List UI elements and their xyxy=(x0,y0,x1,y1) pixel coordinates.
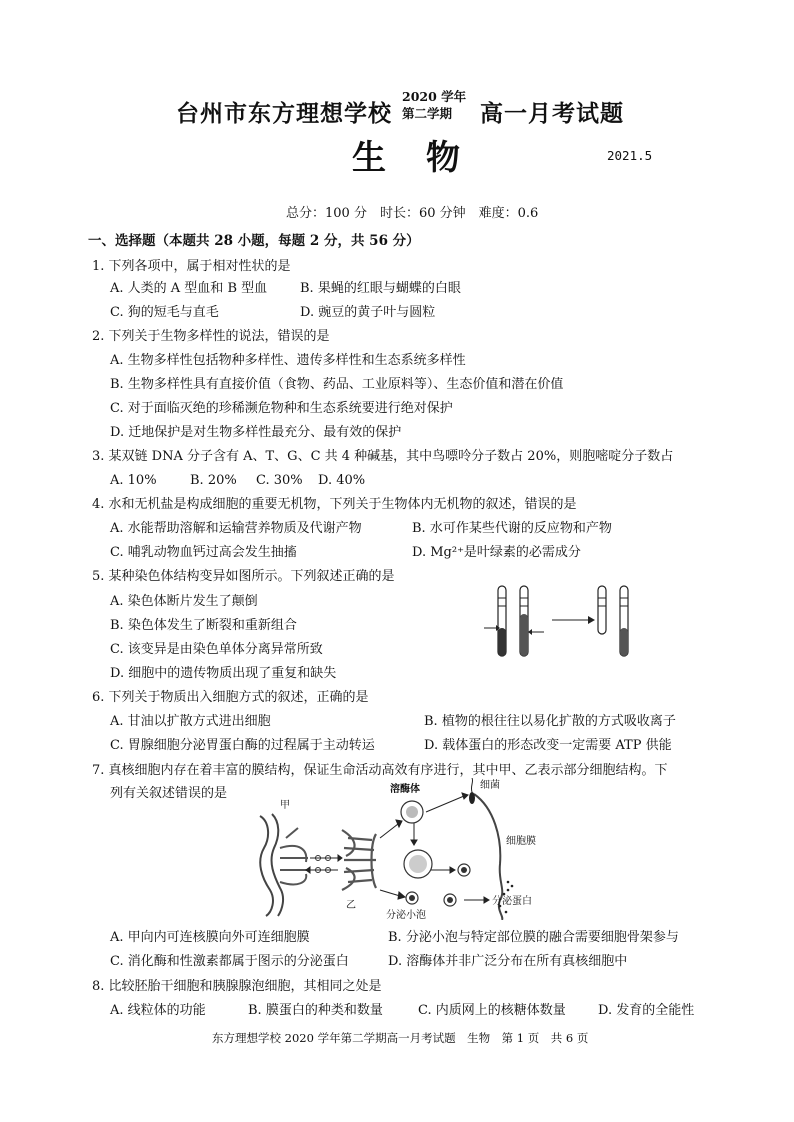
option-c: C. 消化酶和性激素都属于图示的分泌蛋白 xyxy=(110,954,349,969)
er-channels xyxy=(280,828,310,884)
option-d: D. 豌豆的黄子叶与圆粒 xyxy=(300,305,436,320)
option-a: A. 人类的 A 型血和 B 型血 xyxy=(110,281,268,296)
option-a: A. 甘油以扩散方式进出细胞 xyxy=(110,714,271,729)
term-year: 2020 学年 xyxy=(402,89,467,104)
label-secreted-protein: 分泌蛋白 xyxy=(492,896,532,907)
label-lysosome: 溶酶体 xyxy=(390,784,420,795)
question-stem: 6. 下列关于物质出入细胞方式的叙述，正确的是 xyxy=(92,690,369,705)
chromosome-left-2 xyxy=(520,586,528,656)
option-c: C. 狗的短毛与直毛 xyxy=(110,305,219,320)
label-cell-membrane: 细胞膜 xyxy=(506,836,536,847)
question-stem: 2. 下列关于生物多样性的说法，错误的是 xyxy=(92,329,330,344)
option-a: A. 生物多样性包括物种多样性、遗传多样性和生态系统多样性 xyxy=(110,353,466,368)
transform-arrow xyxy=(552,616,595,624)
option-b: B. 分泌小泡与特定部位膜的融合需要细胞骨架参与 xyxy=(388,930,679,945)
option-b: B. 植物的根往往以易化扩散的方式吸收离子 xyxy=(424,714,676,729)
question-stem: 1. 下列各项中，属于相对性状的是 xyxy=(92,259,291,274)
option-d: D. 载体蛋白的形态改变一定需要 ATP 供能 xyxy=(424,738,672,753)
option-b: B. 膜蛋白的种类和数量 xyxy=(248,1003,383,1018)
exam-date: 2021.5 xyxy=(607,148,653,163)
option-b: B. 染色体发生了断裂和重新组合 xyxy=(110,618,297,633)
option-d: D. 溶酶体并非广泛分布在所有真核细胞中 xyxy=(388,954,628,969)
option-b: B. 水可作某些代谢的反应物和产物 xyxy=(412,521,612,536)
option-a: A. 甲向内可连核膜向外可连细胞膜 xyxy=(110,930,310,945)
label-yi: 乙 xyxy=(346,900,356,911)
question-stem-continued: 列有关叙述错误的是 xyxy=(110,786,228,801)
question-stem: 8. 比较胚胎干细胞和胰腺腺泡细胞，其相同之处是 xyxy=(92,979,382,994)
option-c: C. 胃腺细胞分泌胃蛋白酶的过程属于主动转运 xyxy=(110,738,375,753)
option-d: D. 细胞中的遗传物质出现了重复和缺失 xyxy=(110,666,337,681)
option-a: A. 线粒体的功能 xyxy=(110,1003,206,1018)
option-d: D. 40% xyxy=(318,473,366,488)
arrows xyxy=(306,793,489,903)
section-title: 一、选择题（本题共 28 小题，每题 2 分，共 56 分） xyxy=(88,233,420,249)
nuclear-envelope xyxy=(260,814,283,916)
option-a: A. 水能帮助溶解和运输营养物质及代谢产物 xyxy=(110,521,362,536)
option-c: C. 对于面临灭绝的珍稀濒危物种和生态系统要进行绝对保护 xyxy=(110,401,453,416)
option-c: C. 内质网上的核糖体数量 xyxy=(418,1003,566,1018)
term-semester: 第二学期 xyxy=(402,106,453,121)
school-name: 台州市东方理想学校 xyxy=(176,100,392,127)
exam-info: 总分：100 分 时长：60 分钟 难度：0.6 xyxy=(286,206,539,221)
option-b: B. 20% xyxy=(190,473,237,488)
option-b: B. 生物多样性具有直接价值（食物、药品、工业原料等）、生态价值和潜在价值 xyxy=(110,377,564,392)
option-c: C. 哺乳动物血钙过高会发生抽搐 xyxy=(110,545,297,560)
chromosome-right-1 xyxy=(598,586,606,634)
question-stem: 3. 某双链 DNA 分子含有 A、T、G、C 共 4 种碱基，其中鸟嘌呤分子数占 20%，则胞嘧啶分子数占 xyxy=(92,449,674,464)
option-b: B. 果蝇的红眼与蝴蝶的白眼 xyxy=(300,281,461,296)
page-footer: 东方理想学校 2020 学年第二学期高一月考试题 生物 第 1 页 共 6 页 xyxy=(212,1031,589,1045)
chromosome-left-1 xyxy=(498,586,506,656)
option-a: A. 10% xyxy=(110,473,157,488)
option-d: D. 迁地保护是对生物多样性最充分、最有效的保护 xyxy=(110,425,402,440)
question-stem: 5. 某种染色体结构变异如图所示。下列叙述正确的是 xyxy=(92,569,395,584)
break-arrow-right xyxy=(528,629,544,635)
chromosome-right-2 xyxy=(620,586,628,656)
option-c: C. 该变异是由染色单体分离异常所致 xyxy=(110,642,323,657)
exam-title: 高一月考试题 xyxy=(480,100,624,127)
label-jia: 甲 xyxy=(280,800,290,811)
option-d: D. Mg²⁺是叶绿素的必需成分 xyxy=(412,545,581,560)
option-a: A. 染色体断片发生了颠倒 xyxy=(110,594,258,609)
chromosome-figure xyxy=(478,584,648,660)
question-stem: 7. 真核细胞内存在着丰富的膜结构，保证生命活动高效有序进行，其中甲、乙表示部分细胞结构。下 xyxy=(92,763,668,778)
cell-structure-figure xyxy=(250,778,550,920)
option-d: D. 发育的全能性 xyxy=(598,1003,695,1018)
golgi-apparatus xyxy=(342,830,376,890)
option-c: C. 30% xyxy=(256,473,303,488)
subject-title: 生物 xyxy=(352,138,500,178)
label-bacteria: 细菌 xyxy=(480,780,500,791)
question-stem: 4. 水和无机盐是构成细胞的重要无机物，下列关于生物体内无机物的叙述，错误的是 xyxy=(92,497,577,512)
label-secretory-vesicle: 分泌小泡 xyxy=(386,910,426,920)
bacteria-icon xyxy=(469,792,475,804)
